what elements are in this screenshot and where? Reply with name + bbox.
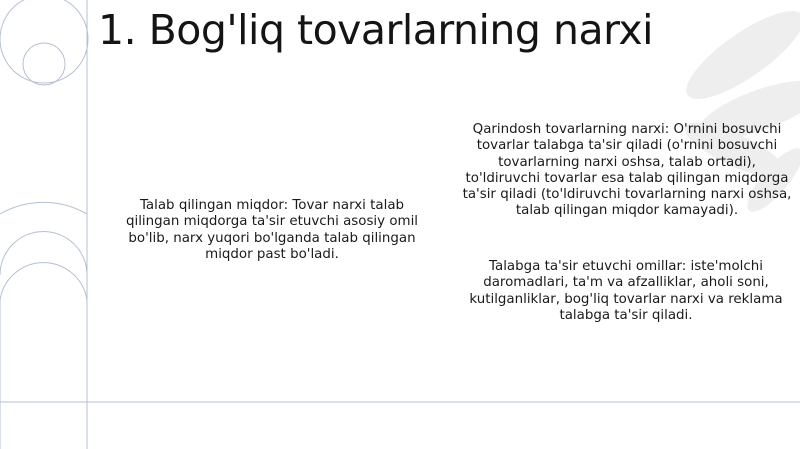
right-paragraph-demand-factors: Talabga ta'sir etuvchi omillar: iste'molchi daromadlari, ta'm va afzalliklar, aholi soni, kutilganliklar, bog'liq tovarlar narxi va reklama talabga ta'sir qiladi.	[469, 259, 783, 323]
left-paragraph: Talab qilingan miqdor: Tovar narxi talab qilingan miqdorga ta'sir etuvchi asosiy omil bo'lib, narx yuqori bo'lganda talab qilingan miqdor past bo'ladi.	[125, 198, 419, 262]
right-paragraph-related-goods: Qarindosh tovarlarning narxi: O'rnini bosuvchi tovarlar talabga ta'sir qiladi (o'rnini bosuvchi tovarlarning narxi oshsa, talab ortadi), to'ldiruvchi tovarlar esa talab qilingan miqdorga ta'sir qiladi (to'ldiruvchi tovarlarning narxi oshsa, talab qilingan miqdor kamayadi).	[462, 122, 792, 219]
slide-title: 1. Bog'liq tovarlarning narxi	[98, 6, 653, 54]
